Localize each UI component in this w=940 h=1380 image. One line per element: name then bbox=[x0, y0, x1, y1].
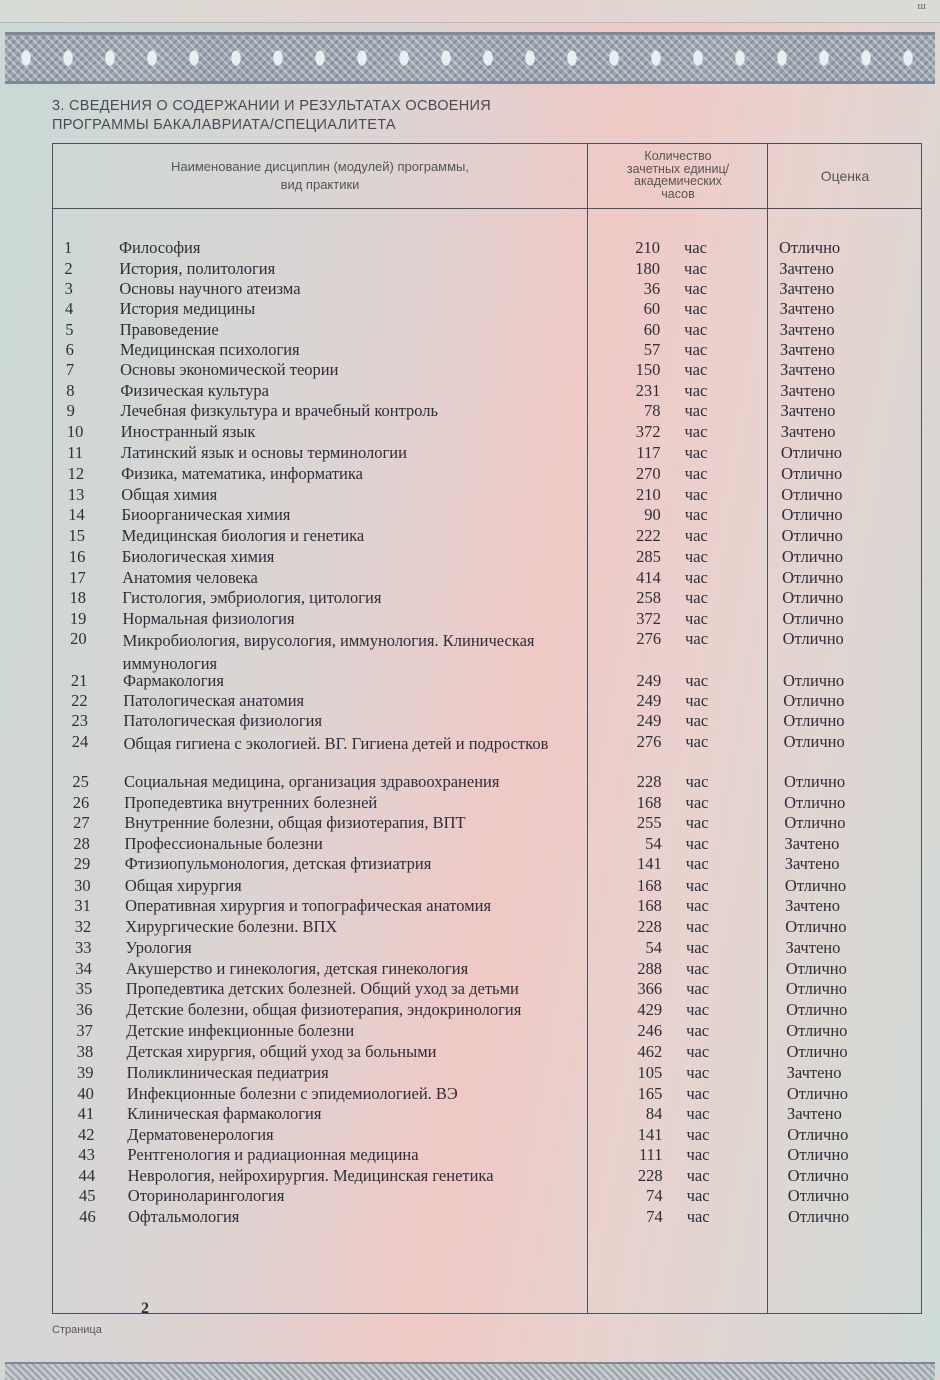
table-row bbox=[0, 1084, 940, 1106]
header-divider bbox=[52, 208, 922, 209]
grade-value: Отлично bbox=[783, 691, 845, 710]
row-number: 40 bbox=[77, 1084, 94, 1103]
table-row bbox=[0, 279, 940, 301]
grade-value: Отлично bbox=[780, 443, 843, 462]
hours-value: 84 bbox=[645, 1104, 663, 1123]
grade-value: Отлично bbox=[782, 568, 844, 587]
discipline-name: Дерматовенерология bbox=[127, 1125, 274, 1144]
row-number: 13 bbox=[67, 485, 85, 504]
top-page-edge bbox=[0, 0, 940, 23]
hours-unit: час bbox=[686, 1084, 710, 1103]
grade-value: Отлично bbox=[784, 876, 847, 895]
discipline-name: Пропедевтика внутренних болезней bbox=[124, 793, 378, 812]
hours-unit: час bbox=[685, 671, 709, 690]
row-number: 23 bbox=[71, 711, 88, 730]
row-number: 41 bbox=[77, 1104, 95, 1123]
row-number: 10 bbox=[66, 422, 84, 441]
hours-unit: час bbox=[686, 1186, 710, 1205]
hours-unit: час bbox=[686, 1063, 710, 1082]
header-discipline-name: Наименование дисциплин (модулей) программы, вид практики bbox=[170, 159, 470, 192]
table-row bbox=[0, 854, 940, 876]
table-row bbox=[0, 1063, 940, 1085]
hours-value: 60 bbox=[643, 320, 661, 339]
hours-unit: час bbox=[686, 1000, 710, 1019]
table-row bbox=[0, 959, 940, 981]
hours-value: 74 bbox=[646, 1207, 663, 1226]
row-number: 35 bbox=[75, 979, 93, 998]
table-row bbox=[0, 732, 940, 754]
table-row bbox=[0, 793, 940, 815]
table-row bbox=[0, 381, 940, 403]
hours-unit: час bbox=[685, 732, 709, 751]
table-row bbox=[0, 917, 940, 939]
grade-value: Отлично bbox=[781, 505, 843, 524]
row-number: 19 bbox=[69, 609, 87, 628]
table-row bbox=[0, 401, 940, 423]
grade-value: Отлично bbox=[781, 547, 844, 566]
hours-value: 111 bbox=[638, 1145, 663, 1164]
hours-unit: час bbox=[685, 876, 709, 895]
hours-value: 210 bbox=[635, 485, 661, 504]
grade-value: Зачтено bbox=[785, 938, 841, 957]
grade-value: Отлично bbox=[787, 1145, 849, 1164]
row-number: 38 bbox=[76, 1042, 94, 1061]
discipline-name: Физика, математика, информатика bbox=[121, 464, 363, 483]
row-number: 16 bbox=[68, 547, 86, 566]
hours-unit: час bbox=[686, 1145, 710, 1164]
table-row bbox=[0, 422, 940, 444]
table-row bbox=[0, 671, 940, 693]
hours-value: 285 bbox=[636, 547, 661, 566]
grade-value: Отлично bbox=[784, 793, 846, 812]
grade-value: Отлично bbox=[781, 464, 843, 483]
hours-unit: час bbox=[686, 1125, 710, 1144]
row-number: 3 bbox=[64, 279, 73, 298]
hours-value: 168 bbox=[637, 876, 662, 895]
discipline-name: Детские инфекционные болезни bbox=[126, 1021, 355, 1040]
hours-unit: час bbox=[685, 854, 709, 873]
row-number: 14 bbox=[68, 505, 85, 524]
row-number: 18 bbox=[69, 588, 87, 607]
table-row bbox=[0, 340, 940, 362]
table-row bbox=[0, 1207, 940, 1229]
hours-value: 165 bbox=[637, 1084, 663, 1103]
hours-value: 270 bbox=[635, 464, 661, 483]
discipline-name: Офтальмология bbox=[128, 1207, 240, 1226]
hours-unit: час bbox=[684, 340, 708, 359]
grade-value: Зачтено bbox=[779, 340, 835, 359]
table-row bbox=[0, 1145, 940, 1167]
discipline-name: Философия bbox=[119, 238, 201, 257]
hours-value: 231 bbox=[635, 381, 661, 400]
hours-unit: час bbox=[684, 381, 708, 400]
row-number: 31 bbox=[74, 896, 91, 915]
table-row bbox=[0, 360, 940, 382]
discipline-name: Латинский язык и основы терминологии bbox=[120, 443, 407, 462]
hours-unit: час bbox=[684, 299, 708, 318]
row-number: 33 bbox=[75, 938, 92, 957]
discipline-name: Инфекционные болезни с эпидемиологией. ВЭ bbox=[126, 1084, 458, 1103]
hours-unit: час bbox=[685, 711, 709, 730]
row-number: 5 bbox=[65, 320, 74, 339]
discipline-name: Иностранный язык bbox=[120, 422, 256, 441]
header-quantity: Количество зачетных единиц/ академических часов bbox=[626, 149, 730, 201]
table-row bbox=[0, 629, 940, 673]
discipline-name: Социальная медицина, организация здравоохранения bbox=[123, 772, 500, 791]
hours-value: 168 bbox=[636, 793, 662, 812]
hours-unit: час bbox=[684, 401, 708, 420]
discipline-name: Основы экономической теории bbox=[120, 360, 339, 379]
hours-unit: час bbox=[686, 1104, 710, 1123]
hours-value: 228 bbox=[637, 1166, 663, 1185]
grade-value: Отлично bbox=[783, 711, 845, 730]
grade-value: Отлично bbox=[785, 979, 848, 998]
hours-value: 249 bbox=[636, 711, 662, 730]
discipline-name: Патологическая физиология bbox=[123, 711, 323, 730]
grade-value: Отлично bbox=[786, 1000, 848, 1019]
discipline-name: История, политология bbox=[119, 259, 276, 278]
table-row bbox=[0, 813, 940, 835]
discipline-name: Патологическая анатомия bbox=[123, 691, 305, 710]
hours-unit: час bbox=[685, 896, 709, 915]
hours-value: 228 bbox=[637, 917, 662, 936]
row-number: 4 bbox=[64, 299, 74, 318]
hours-unit: час bbox=[685, 813, 709, 832]
hours-unit: час bbox=[685, 834, 709, 853]
hours-value: 60 bbox=[643, 299, 661, 318]
discipline-name: Внутренние болезни, общая физиотерапия, ВПТ bbox=[124, 813, 466, 832]
row-number: 30 bbox=[74, 876, 91, 895]
grade-value: Отлично bbox=[781, 485, 843, 504]
table-row bbox=[0, 834, 940, 856]
ornamental-border-top bbox=[5, 32, 935, 84]
hours-value: 210 bbox=[635, 238, 660, 257]
table-row bbox=[0, 876, 940, 898]
table-row bbox=[0, 711, 940, 733]
hours-value: 258 bbox=[636, 588, 661, 607]
row-number: 9 bbox=[66, 401, 75, 420]
hours-unit: час bbox=[684, 320, 708, 339]
discipline-name: Пропедевтика детских болезней. Общий уход за детьми bbox=[125, 979, 519, 998]
hours-unit: час bbox=[685, 917, 709, 936]
hours-value: 276 bbox=[636, 732, 662, 751]
grade-value: Отлично bbox=[786, 1042, 848, 1061]
hours-value: 117 bbox=[636, 443, 661, 462]
discipline-name: Детская хирургия, общий уход за больными bbox=[126, 1042, 437, 1061]
ornamental-border-bottom bbox=[5, 1362, 935, 1380]
table-row bbox=[0, 568, 940, 590]
hours-value: 249 bbox=[636, 691, 662, 710]
table-row bbox=[0, 259, 940, 281]
table-row bbox=[0, 485, 940, 507]
grade-value: Отлично bbox=[779, 238, 841, 257]
row-number: 37 bbox=[76, 1021, 93, 1040]
discipline-name: Хирургические болезни. ВПХ bbox=[125, 917, 338, 936]
grade-value: Отлично bbox=[785, 917, 847, 936]
discipline-name: Анатомия человека bbox=[122, 568, 258, 587]
discipline-name: Общая химия bbox=[121, 485, 218, 504]
grade-value: Зачтено bbox=[779, 320, 835, 339]
row-number: 24 bbox=[71, 732, 89, 751]
row-number: 26 bbox=[72, 793, 90, 812]
row-number: 12 bbox=[67, 464, 85, 483]
hours-value: 141 bbox=[636, 854, 662, 873]
hours-value: 372 bbox=[635, 422, 661, 441]
grade-value: Отлично bbox=[787, 1186, 849, 1205]
hours-unit: час bbox=[685, 772, 709, 791]
hours-unit: час bbox=[684, 279, 708, 298]
row-number: 2 bbox=[64, 259, 73, 278]
hours-value: 105 bbox=[637, 1063, 663, 1082]
hours-value: 222 bbox=[636, 526, 661, 545]
grade-value: Зачтено bbox=[784, 834, 840, 853]
hours-unit: час bbox=[685, 691, 709, 710]
hours-unit: час bbox=[686, 1042, 710, 1061]
row-number: 39 bbox=[77, 1063, 94, 1082]
hours-unit: час bbox=[684, 443, 708, 462]
row-number: 7 bbox=[65, 360, 75, 379]
grade-value: Зачтено bbox=[780, 381, 836, 400]
grade-value: Зачтено bbox=[785, 896, 840, 915]
row-number: 42 bbox=[78, 1125, 95, 1144]
discipline-name: Рентгенология и радиационная медицина bbox=[127, 1145, 419, 1164]
hours-value: 150 bbox=[635, 360, 661, 379]
discipline-name: Фтизиопульмонология, детская фтизиатрия bbox=[124, 854, 432, 873]
hours-value: 372 bbox=[636, 609, 662, 628]
discipline-name: Медицинская биология и генетика bbox=[121, 526, 365, 545]
hours-value: 255 bbox=[636, 813, 662, 832]
discipline-name: Оперативная хирургия и топографическая анатомия bbox=[125, 896, 492, 915]
row-number: 25 bbox=[72, 772, 89, 791]
row-number: 29 bbox=[73, 854, 91, 873]
hours-value: 462 bbox=[637, 1042, 663, 1061]
hours-value: 429 bbox=[637, 1000, 663, 1019]
discipline-name: Правоведение bbox=[119, 320, 219, 339]
table-row bbox=[0, 1125, 940, 1147]
row-number: 44 bbox=[78, 1166, 96, 1185]
discipline-name: Клиническая фармакология bbox=[127, 1104, 322, 1123]
hours-unit: час bbox=[685, 793, 709, 812]
hours-value: 228 bbox=[636, 772, 662, 791]
grade-value: Зачтено bbox=[780, 401, 836, 420]
table-row bbox=[0, 1186, 940, 1208]
grade-value: Отлично bbox=[787, 1125, 849, 1144]
discipline-name: Медицинская психология bbox=[119, 340, 300, 359]
hours-value: 54 bbox=[645, 834, 662, 853]
table-row bbox=[0, 772, 940, 794]
table-row bbox=[0, 464, 940, 486]
row-number: 28 bbox=[73, 834, 90, 853]
discipline-name: Профессиональные болезни bbox=[124, 834, 323, 853]
table-row bbox=[0, 1000, 940, 1022]
discipline-name: Биоорганическая химия bbox=[121, 505, 291, 524]
row-number: 34 bbox=[75, 959, 92, 978]
grade-value: Зачтено bbox=[780, 360, 835, 379]
table-row bbox=[0, 526, 940, 548]
row-number: 6 bbox=[65, 340, 74, 359]
discipline-name: Биологическая химия bbox=[121, 547, 275, 566]
grade-value: Зачтено bbox=[787, 1104, 842, 1123]
hours-value: 246 bbox=[637, 1021, 663, 1040]
hours-unit: час bbox=[684, 259, 707, 278]
discipline-name: Нормальная физиология bbox=[122, 609, 295, 628]
grade-value: Зачтено bbox=[779, 259, 835, 278]
hours-unit: час bbox=[685, 938, 709, 957]
table-row bbox=[0, 1166, 940, 1188]
grade-value: Отлично bbox=[787, 1166, 849, 1185]
grade-value: Отлично bbox=[783, 732, 845, 751]
hours-value: 414 bbox=[636, 568, 661, 587]
grade-value: Отлично bbox=[788, 1207, 850, 1226]
table-row bbox=[0, 1042, 940, 1064]
hours-value: 74 bbox=[646, 1186, 663, 1205]
discipline-name: Микробиология, вирусология, иммунология. Клиническая иммунология bbox=[122, 631, 535, 673]
discipline-name: Гистология, эмбриология, цитология bbox=[122, 588, 382, 607]
grade-value: Отлично bbox=[784, 813, 846, 832]
grade-value: Отлично bbox=[782, 629, 844, 648]
grade-value: Отлично bbox=[783, 671, 845, 690]
hours-value: 276 bbox=[636, 629, 662, 648]
hours-value: 57 bbox=[643, 340, 661, 359]
discipline-name: Неврология, нейрохирургия. Медицинская генетика bbox=[127, 1166, 494, 1185]
page-number: 2 bbox=[141, 1300, 149, 1317]
hours-unit: час bbox=[686, 1207, 710, 1226]
hours-unit: час bbox=[684, 485, 708, 504]
table-row bbox=[0, 547, 940, 569]
hours-value: 288 bbox=[637, 959, 662, 978]
grade-value: Зачтено bbox=[786, 1063, 842, 1082]
hours-unit: час bbox=[684, 526, 708, 545]
table-row bbox=[0, 979, 940, 1001]
grade-value: Отлично bbox=[783, 772, 846, 791]
discipline-name: Лечебная физкультура и врачебный контроль bbox=[120, 401, 439, 420]
table-row bbox=[0, 938, 940, 960]
row-number: 15 bbox=[68, 526, 86, 545]
discipline-name: Физическая культура bbox=[120, 381, 269, 400]
row-number: 21 bbox=[70, 671, 88, 690]
discipline-name: Основы научного атеизма bbox=[119, 279, 301, 298]
row-number: 45 bbox=[78, 1186, 96, 1205]
hours-value: 36 bbox=[643, 279, 661, 298]
grade-value: Зачтено bbox=[779, 299, 835, 318]
hours-unit: час bbox=[684, 505, 708, 524]
hours-unit: час bbox=[684, 547, 708, 566]
discipline-name: Акушерство и гинекология, детская гинекология bbox=[125, 959, 469, 978]
hours-unit: час bbox=[686, 1166, 710, 1185]
row-number: 46 bbox=[79, 1207, 96, 1226]
hours-value: 180 bbox=[635, 259, 661, 278]
hours-unit: час bbox=[684, 422, 708, 441]
discipline-name: Фармакология bbox=[123, 671, 224, 690]
table-row bbox=[0, 1104, 940, 1126]
hours-value: 54 bbox=[645, 938, 662, 957]
row-number: 43 bbox=[78, 1145, 95, 1164]
hours-unit: час bbox=[685, 609, 708, 628]
hours-unit: час bbox=[685, 629, 709, 648]
hours-value: 366 bbox=[637, 979, 663, 998]
row-number: 36 bbox=[76, 1000, 93, 1019]
row-number: 8 bbox=[66, 381, 75, 400]
hours-value: 78 bbox=[643, 401, 661, 420]
row-number: 22 bbox=[71, 691, 88, 710]
discipline-name: Оториноларингология bbox=[127, 1186, 285, 1205]
hours-value: 168 bbox=[637, 896, 662, 915]
hours-unit: час bbox=[684, 464, 708, 483]
table-row bbox=[0, 299, 940, 321]
hours-unit: час bbox=[686, 979, 710, 998]
table-row bbox=[0, 238, 940, 260]
hours-value: 141 bbox=[637, 1125, 663, 1144]
row-number: 32 bbox=[74, 917, 92, 936]
hours-unit: час bbox=[686, 959, 709, 978]
row-number: 11 bbox=[67, 443, 84, 462]
header-grade: Оценка bbox=[820, 168, 870, 184]
grade-value: Отлично bbox=[786, 1021, 848, 1040]
grade-value: Зачтено bbox=[779, 279, 835, 298]
page-label: Страница bbox=[52, 1324, 102, 1336]
table-row bbox=[0, 505, 940, 527]
discipline-name: Урология bbox=[125, 938, 192, 957]
discipline-name: Детские болезни, общая физиотерапия, эндокринология bbox=[126, 1000, 522, 1019]
hours-value: 90 bbox=[644, 505, 661, 524]
grade-value: Отлично bbox=[781, 526, 843, 545]
table-row bbox=[0, 443, 940, 465]
grade-value: Отлично bbox=[782, 609, 844, 628]
discipline-name: Общая хирургия bbox=[124, 876, 242, 895]
hours-unit: час bbox=[684, 568, 708, 587]
hours-unit: час bbox=[684, 588, 708, 607]
grade-value: Отлично bbox=[785, 959, 847, 978]
discipline-name: История медицины bbox=[119, 299, 256, 318]
hours-value: 249 bbox=[636, 671, 662, 690]
corner-mark: ш bbox=[917, 0, 926, 12]
row-number: 20 bbox=[70, 629, 87, 648]
hours-unit: час bbox=[684, 360, 708, 379]
discipline-name: Общая гигиена с экологией. ВГ. Гигиена детей и подростков bbox=[123, 734, 549, 753]
row-number: 17 bbox=[69, 568, 86, 587]
table-row bbox=[0, 588, 940, 610]
table-row bbox=[0, 691, 940, 713]
section-title: 3. СВЕДЕНИЯ О СОДЕРЖАНИИ И РЕЗУЛЬТАТАХ ОСВОЕНИЯ ПРОГРАММЫ БАКАЛАВРИАТА/СПЕЦИАЛИТЕТА bbox=[52, 98, 492, 133]
hours-unit: час bbox=[686, 1021, 710, 1040]
table-row bbox=[0, 320, 940, 342]
table-row bbox=[0, 1021, 940, 1043]
hours-unit: час bbox=[684, 238, 707, 257]
table-row bbox=[0, 609, 940, 631]
grade-value: Зачтено bbox=[780, 422, 836, 441]
row-number: 27 bbox=[73, 813, 90, 832]
row-number: 1 bbox=[64, 238, 73, 257]
discipline-name: Поликлиническая педиатрия bbox=[126, 1063, 329, 1082]
grade-value: Отлично bbox=[782, 588, 844, 607]
grade-value: Отлично bbox=[786, 1084, 849, 1103]
table-row bbox=[0, 896, 940, 918]
grade-value: Зачтено bbox=[784, 854, 840, 873]
